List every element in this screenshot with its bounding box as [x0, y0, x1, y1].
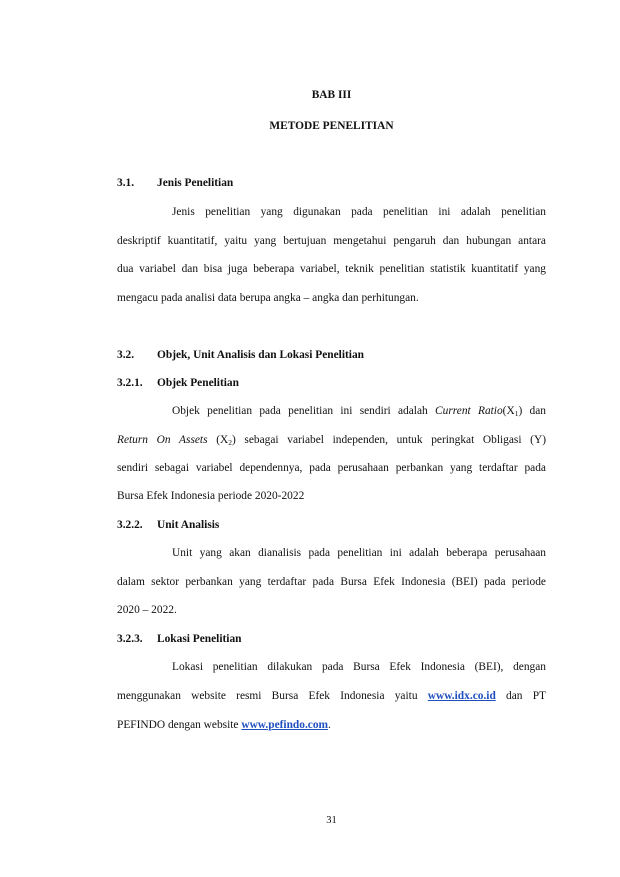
- paragraph-line: [117, 719, 546, 731]
- section-3-1-heading: [117, 177, 233, 189]
- text-run: (X: [207, 434, 229, 446]
- section-number: 3.2.3.: [117, 633, 143, 645]
- page-number: 31: [326, 815, 337, 826]
- paragraph-line: Unit yang akan dianalisis pada penelitian ini adalah beberapa perusahaan: [172, 547, 546, 559]
- text-run: Objek penelitian pada penelitian ini sendiri adalah: [172, 405, 436, 417]
- section-title: Jenis Penelitian: [157, 177, 234, 189]
- paragraph-line: [117, 434, 546, 446]
- section-number: 3.2.1.: [117, 377, 143, 389]
- paragraph-line: [172, 405, 546, 417]
- section-3-2-1-heading: [117, 377, 239, 389]
- text-run: ) dan: [518, 405, 546, 417]
- paragraph-line: Lokasi penelitian dilakukan pada Bursa Efek Indonesia (BEI), dengan: [172, 661, 546, 673]
- chapter-label: BAB III: [311, 89, 352, 101]
- paragraph-line: mengacu pada analisi data berupa angka – angka dan perhitungan.: [117, 292, 419, 304]
- section-title: Objek, Unit Analisis dan Lokasi Penelitian: [157, 349, 364, 361]
- section-3-2-2-heading: [117, 519, 219, 531]
- paragraph-line: 2020 – 2022.: [117, 604, 177, 616]
- section-number: 3.1.: [117, 177, 135, 189]
- section-number: 3.2.2.: [117, 519, 143, 531]
- paragraph-line: [117, 690, 546, 702]
- text-run: .: [328, 719, 331, 731]
- idx-link[interactable]: www.idx.co.id: [427, 690, 496, 702]
- pefindo-link[interactable]: www.pefindo.com: [241, 719, 329, 731]
- paragraph-line: dua variabel dan bisa juga beberapa variabel, teknik penelitian statistik kuantitatif yang: [117, 263, 546, 275]
- section-title: Unit Analisis: [157, 519, 220, 531]
- paragraph-line: deskriptif kuantitatif, yaitu yang bertujuan mengetahui pengaruh dan hubungan antara: [117, 235, 546, 247]
- paragraph-line: sendiri sebagai variabel dependennya, pada perusahaan perbankan yang terdaftar pada: [117, 462, 546, 474]
- paragraph-line: dalam sektor perbankan yang terdaftar pada Bursa Efek Indonesia (BEI) pada periode: [117, 576, 546, 588]
- section-3-2-heading: [117, 349, 364, 361]
- text-run: (X: [502, 405, 515, 417]
- italic-term: Return On Assets: [117, 434, 208, 446]
- subscript: 2: [228, 438, 232, 447]
- italic-term: Current Ratio: [435, 405, 503, 417]
- paragraph-line: Bursa Efek Indonesia periode 2020-2022: [117, 490, 305, 502]
- paragraph-line: Jenis penelitian yang digunakan pada penelitian ini adalah penelitian: [172, 206, 546, 218]
- text-run: menggunakan website resmi Bursa Efek Indonesia yaitu: [117, 690, 428, 702]
- text-run: ) sebagai variabel independen, untuk peringkat Obligasi (Y): [231, 434, 546, 446]
- section-3-2-3-heading: [117, 633, 242, 645]
- section-title: Objek Penelitian: [157, 377, 239, 389]
- text-run: PEFINDO dengan website: [117, 719, 242, 731]
- subscript: 1: [514, 409, 519, 418]
- chapter-title: METODE PENELITIAN: [269, 120, 394, 132]
- section-number: 3.2.: [117, 349, 135, 361]
- text-run: dan PT: [495, 690, 546, 702]
- section-title: Lokasi Penelitian: [157, 633, 242, 645]
